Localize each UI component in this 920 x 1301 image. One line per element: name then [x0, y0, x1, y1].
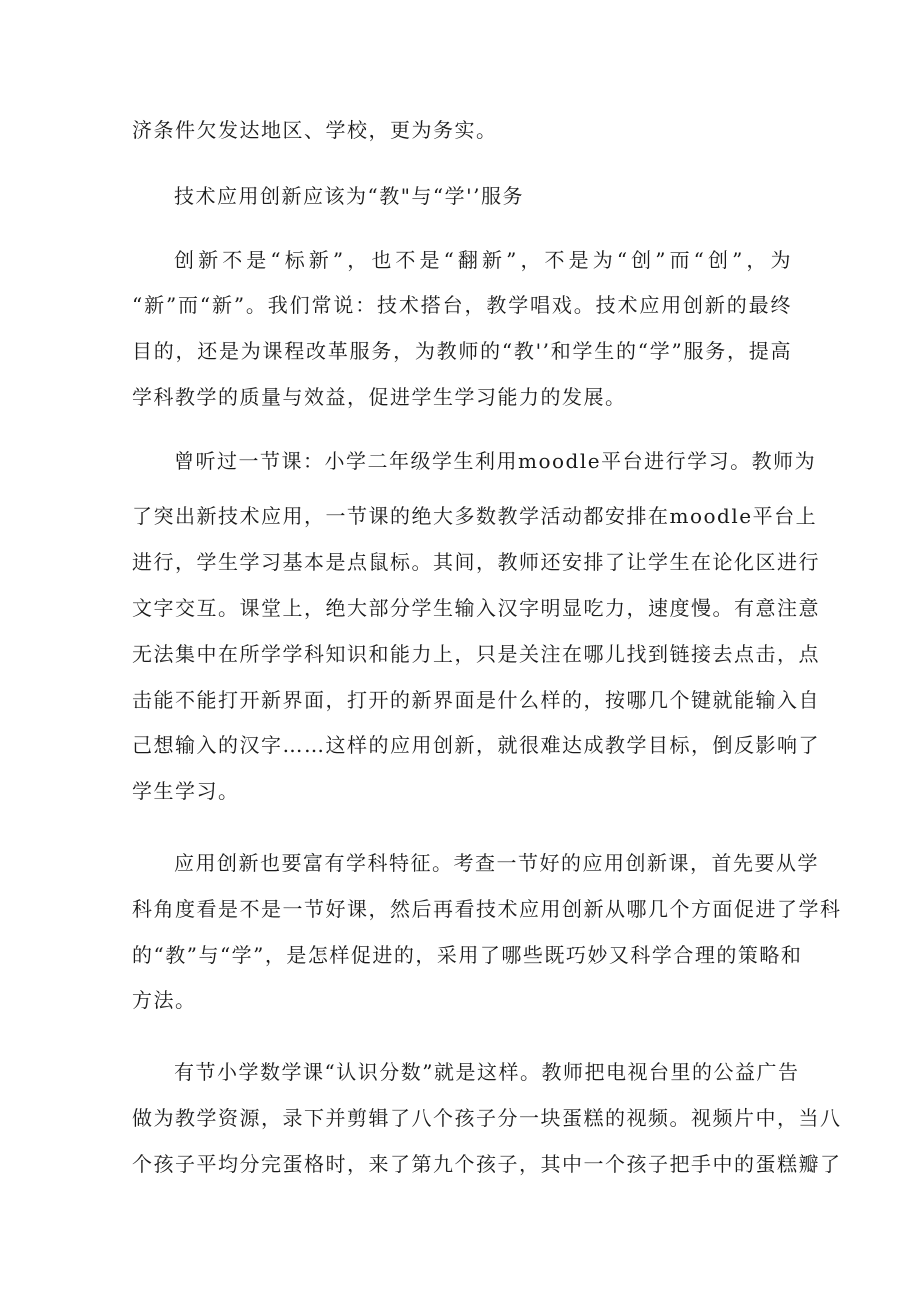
text-line: 济条件欠发达地区、学校，更为务实。: [132, 118, 498, 142]
text-line: 曾听过一节课：小学二年级学生利用moodle平台进行学习。教师为: [174, 449, 817, 473]
text-line: 了突出新技术应用，一节课的绝大多数教学活动都安排在moodle平台上: [132, 504, 818, 528]
text-line: 有节小学数学课“认识分数”就是这样。教师把电视台里的公益广告: [174, 1060, 800, 1084]
text-line: 无法集中在所学学科知识和能力上，只是关注在哪儿找到链接去点击，点: [132, 642, 820, 666]
text-line: 己想输入的汉字……这样的应用创新，就很难达成教学目标，倒反影响了: [132, 733, 820, 757]
text-line: 个孩子平均分完蛋格时，来了第九个孩子，其中一个孩子把手中的蛋糕瓣了: [132, 1152, 842, 1176]
text-line: 击能不能打开新界面，打开的新界面是什么样的，按哪几个键就能输入自: [132, 688, 820, 712]
text-line: 文字交互。课堂上，绝大部分学生输入汉字明显吃力，速度慢。有意注意: [132, 596, 820, 620]
text-line: 目的，还是为课程改革服务，为教师的“教'’和学生的“学”服务，提高: [132, 339, 792, 363]
text-line: 进行，学生学习基本是点鼠标。其间，教师还安排了让学生在论化区进行: [132, 550, 820, 574]
text-line: “新”而“新”。我们常说：技术搭台，教学唱戏。技术应用创新的最终: [132, 293, 792, 317]
text-line: 学科教学的质量与效益，促进学生学习能力的发展。: [132, 385, 627, 409]
text-line: 科角度看是不是一节好课，然后再看技术应用创新从哪几个方面促进了学科: [132, 897, 842, 921]
text-line: 应用创新也要富有学科特征。考查一节好的应用创新课，首先要从学: [174, 851, 819, 875]
text-line: 学生学习。: [132, 779, 240, 803]
text-line: 的“教”与“学”，是怎样促进的，采用了哪些既巧妙又科学合理的策略和: [132, 943, 803, 967]
text-line: 方法。: [132, 988, 197, 1012]
section-heading: 技术应用创新应该为“教"与“学'’服务: [174, 184, 525, 208]
text-line: 创新不是“标新”，也不是“翻新”，不是为“创”而“创”，为: [174, 248, 792, 272]
text-line: 做为教学资源，录下并剪辑了八个孩子分一块蛋糕的视频。视频片中，当八: [132, 1106, 842, 1130]
